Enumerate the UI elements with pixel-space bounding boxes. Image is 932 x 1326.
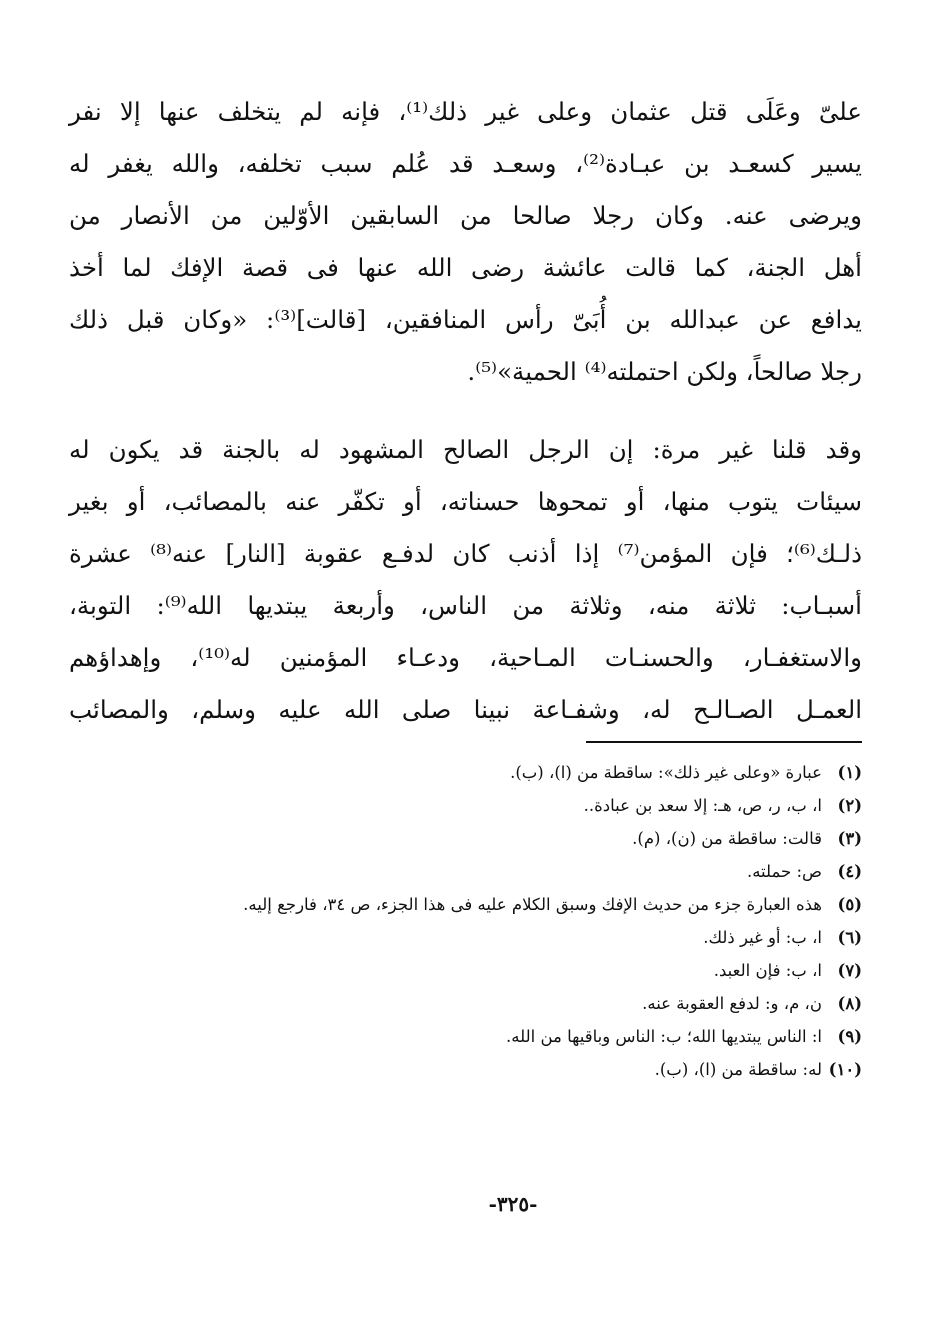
footnote-text: قالت: ساقطة من (ن)، (م). [632,829,822,848]
text-line: يدافع عن عبدالله بن أُبَىّ رأس المنافقين، [قالت]⁽³⁾: «وكان قبل ذلك [69,305,863,334]
footnote-text: هذه العبارة جزء من حديث الإفك وسبق الكلام عليه فى هذا الجزء، ص ٣٤، فارجع إليه. [243,895,822,914]
body-paragraph-2 [69,424,862,736]
footnote-number: (٣) [837,829,862,848]
text-line: أسبـاب: ثلاثة منه، وثلاثة من الناس، وأربعة يبتديها الله⁽⁹⁾: التوبة، [69,591,862,620]
footnote-number: (٤) [837,862,862,881]
footnote-text: ا، ب، ر، ص، هـ: إلا سعد بن عبادة.. [583,796,822,815]
footnote [62,1020,862,1053]
footnote-number: (٢) [837,796,862,815]
footnote-separator [586,741,862,743]
footnote [62,888,862,921]
footnote-text: ن، م، و: لدفع العقوبة عنه. [642,994,822,1013]
footnote [62,756,862,789]
footnote [62,987,862,1020]
text-line: والاستغفـار، والحسنـات المـاحية، ودعـاء المؤمنين له⁽¹⁰⁾، وإهداؤهم [69,643,862,672]
footnote [62,1053,862,1086]
footnote-number: (١٠) [828,1060,862,1079]
text-line: علىّ وعَلَى قتل عثمان وعلى غير ذلك⁽¹⁾، فإنه لم يتخلف عنها إلا نفر [69,97,862,126]
footnote-number: (٥) [837,895,862,914]
body-paragraph-1 [69,86,862,398]
page-number: -٣٢٥- [488,1192,538,1216]
text-line: رجلا صالحاً، ولكن احتملته⁽⁴⁾ الحمية»⁽⁵⁾. [467,357,862,386]
footnote [62,921,862,954]
footnote-number: (٩) [837,1027,862,1046]
footnote-text: ا، ب: أو غير ذلك. [703,928,822,947]
text-line: ذلـك⁽⁶⁾؛ فإن المؤمن⁽⁷⁾ إذا أذنب كان لدفـع عقوبة [النار] عنه⁽⁸⁾ عشرة [69,539,862,568]
footnote-number: (١) [837,763,862,782]
text-line: يسير كسعـد بن عبـادة⁽²⁾، وسعـد قد عُلم سبب تخلفه، والله يغفر له [69,149,862,178]
footnotes-list [62,756,862,1086]
text-line: سيئات يتوب منها، أو تمحوها حسناته، أو تكفّر عنه بالمصائب، أو بغير [69,487,862,516]
footnote [62,822,862,855]
footnote-number: (٨) [837,994,862,1013]
footnote-text: ا: الناس يبتديها الله؛ ب: الناس وباقيها من الله. [506,1027,822,1046]
footnote [62,855,862,888]
footnote [62,954,862,987]
text-line: ويرضى عنه. وكان رجلا صالحا من السابقين الأوّلين من الأنصار من [69,201,862,230]
footnote-number: (٧) [837,961,862,980]
footnote-text: ا، ب: فإن العبد. [713,961,822,980]
text-line: وقد قلنا غير مرة: إن الرجل الصالح المشهود له بالجنة قد يكون له [69,435,862,464]
footnote-text: ص: حملته. [746,862,822,881]
footnote-text: عبارة «وعلى غير ذلك»: ساقطة من (ا)، (ب). [510,763,822,782]
footnote-text: له: ساقطة من (ا)، (ب). [654,1060,822,1079]
text-line: العمـل الصـالـح له، وشفـاعة نبينا صلى الله عليه وسلم، والمصائب [69,695,862,724]
footnote [62,789,862,822]
text-line: أهل الجنة، كما قالت عائشة رضى الله عنها فى قصة الإفك لما أخذ [69,253,862,282]
footnote-number: (٦) [837,928,862,947]
